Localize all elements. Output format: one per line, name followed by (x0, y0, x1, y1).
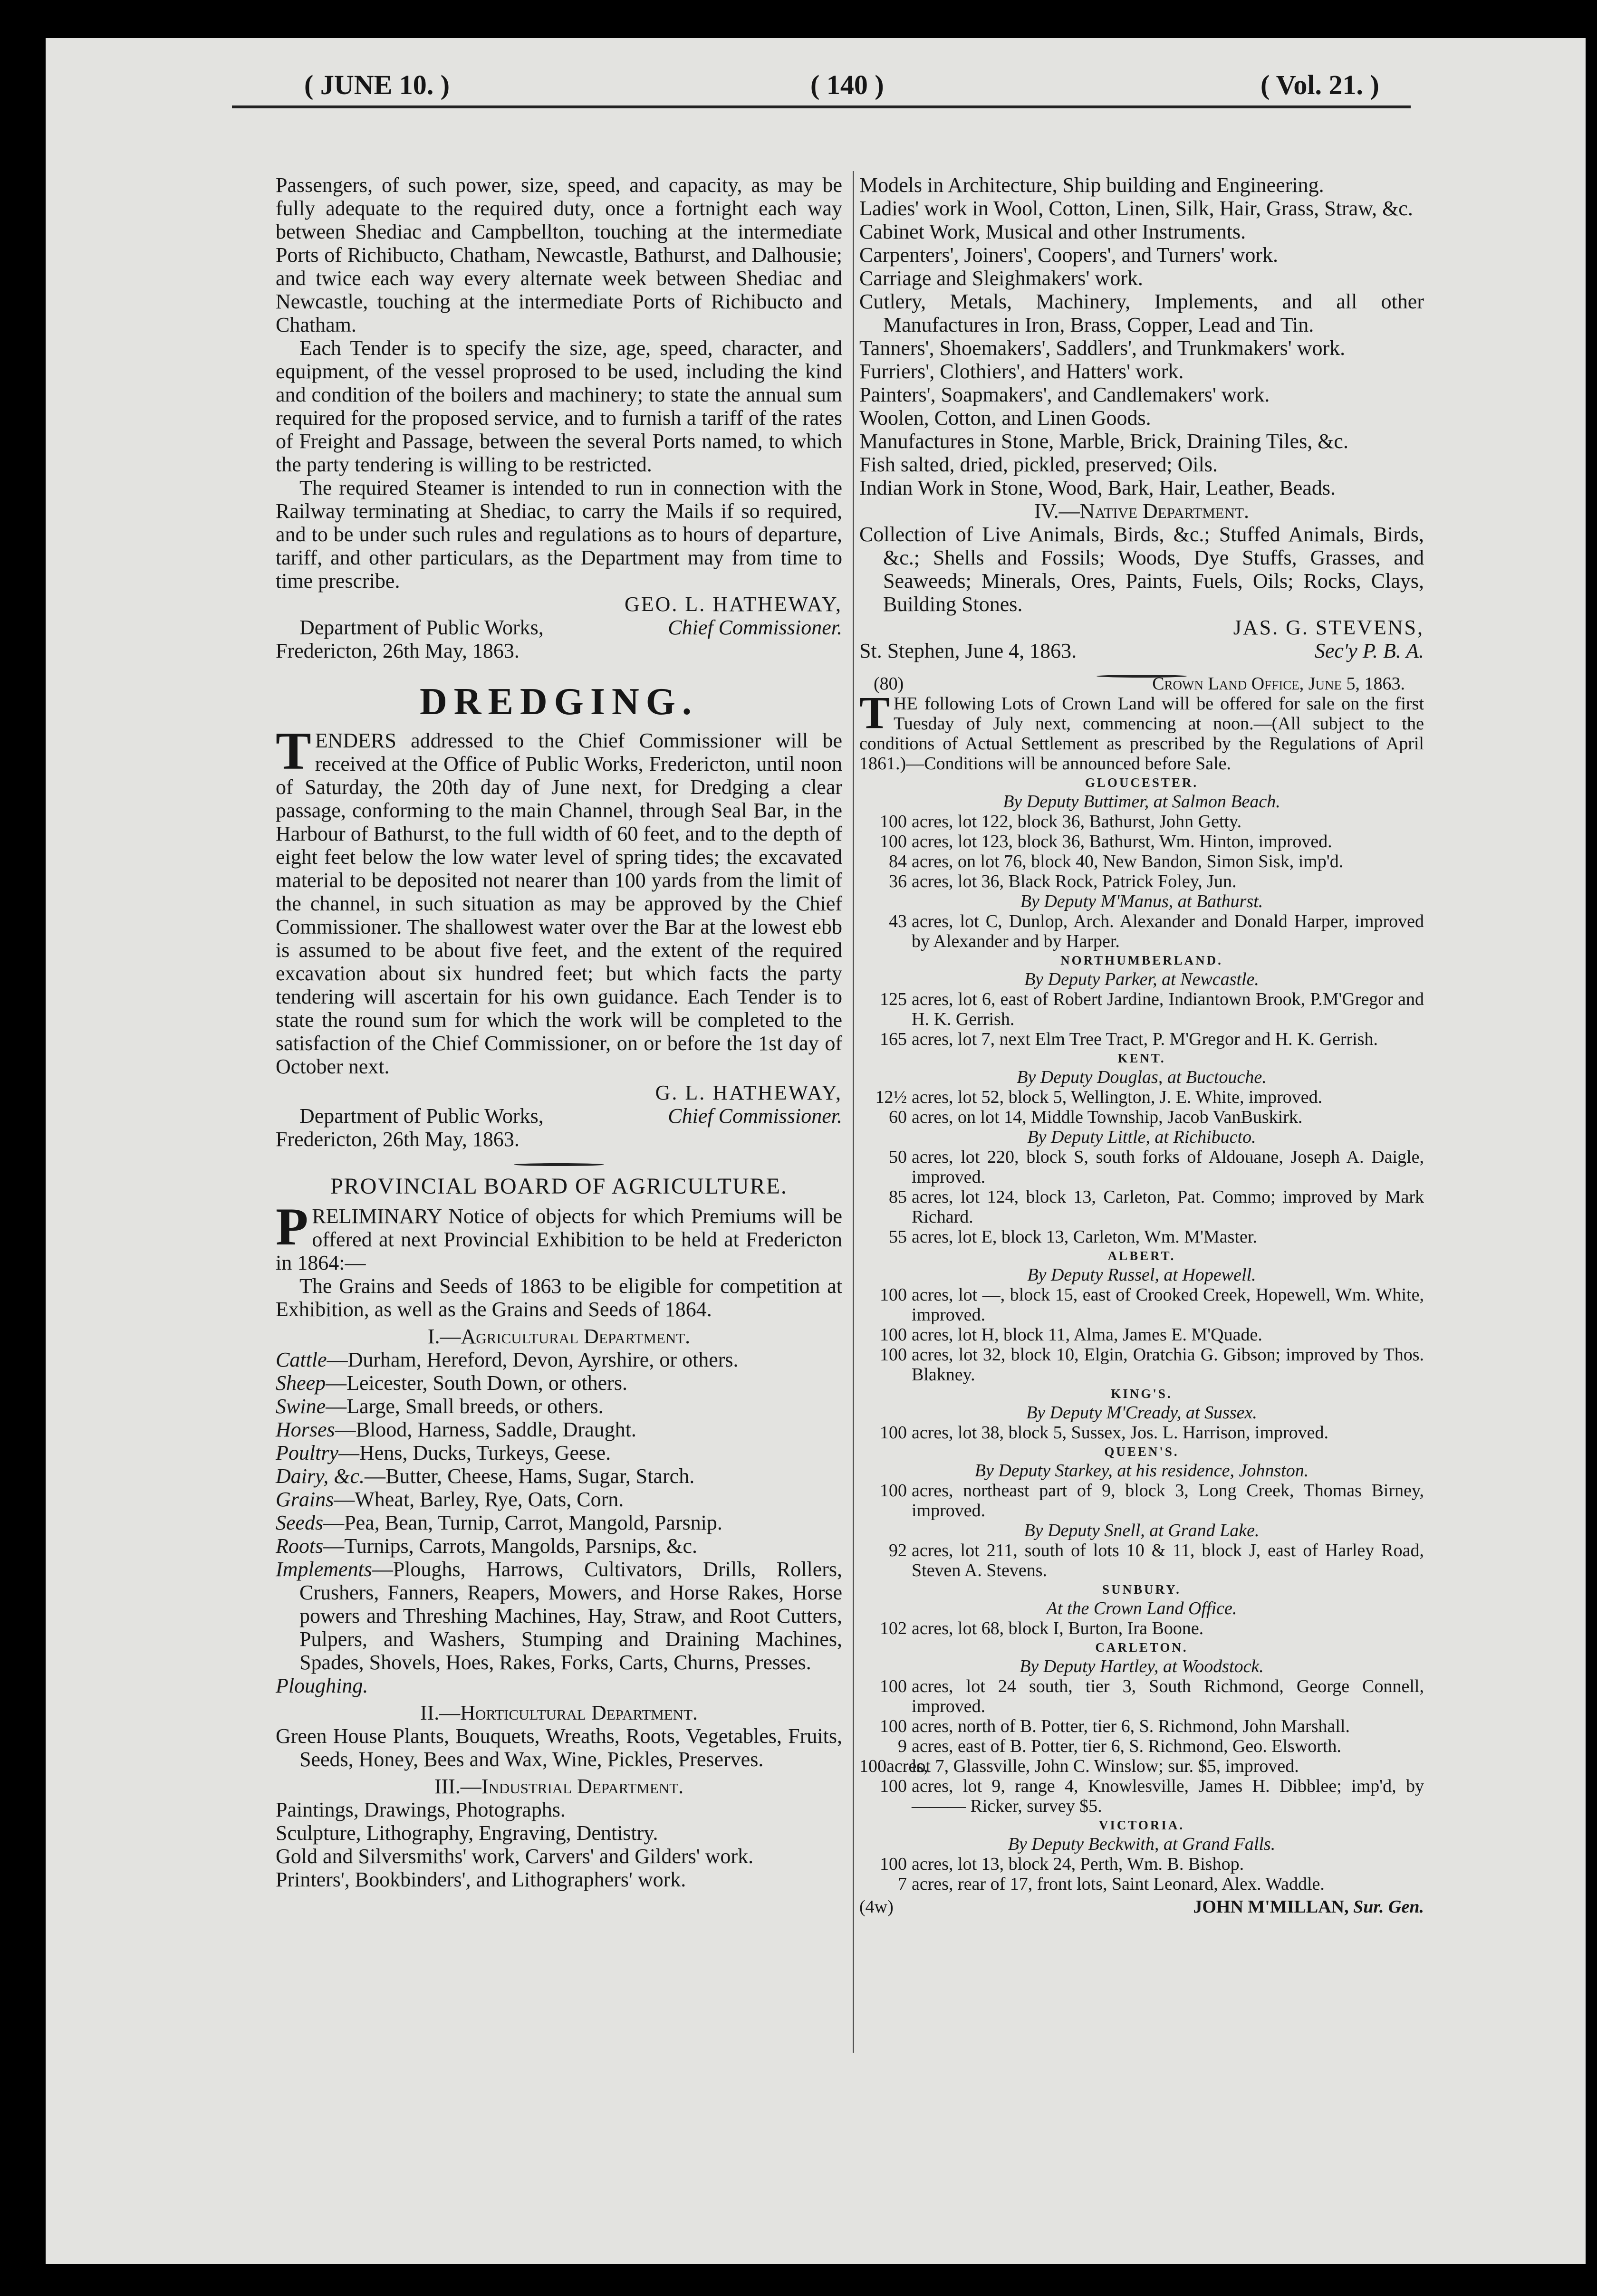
agricultural-item-label: Roots (276, 1534, 324, 1558)
dredging-title: DREDGING. (419, 681, 699, 723)
lot-acres: 60 (889, 1107, 907, 1127)
section-ornament (276, 1151, 842, 1162)
dredging-notice (276, 722, 842, 1078)
lot-acres: 100 (880, 1676, 907, 1696)
crown-office-date: Crown Land Office, June 5, 1863. (1152, 674, 1405, 694)
board-signature-title: Sec'y P. B. A. (1314, 639, 1424, 662)
deputy-line: By Deputy Snell, at Grand Lake. (1024, 1521, 1260, 1540)
lot-entry (859, 1736, 1424, 1756)
industrial-item: Carpenters', Joiners', Coopers', and Turners' work. (859, 243, 1279, 267)
crown-signature-name: JOHN M'MILLAN, (1193, 1897, 1349, 1917)
agricultural-item-text: —Ploughs, Harrows, Cultivators, Drills, Rollers, Crushers, Fanners, Reapers, Mowers, and Horse Rakes, Horse powers and Threshing Machines, Hay, Straw, and Root Cutters, Pulpers, and Washers, Stumping and Draining Machines, Spades, Shovels, Hoes, Rakes, Forks, Carts, Churns, Presses. (299, 1558, 842, 1674)
crown-signature-title: Sur. Gen. (1353, 1897, 1424, 1917)
crown-footer-line (859, 1897, 1424, 1917)
lot-acres: 102 (880, 1618, 907, 1638)
board-title: PROVINCIAL BOARD OF AGRICULTURE. (330, 1174, 788, 1199)
lot-description: acres, northeast part of 9, block 3, Long Creek, Thomas Birney, improved. (912, 1481, 1424, 1521)
agricultural-item-label: Poultry (276, 1441, 338, 1464)
lot-acres: 7 (898, 1874, 907, 1894)
lot-acres: 36 (889, 871, 907, 891)
lot-acres: 85 (889, 1187, 907, 1207)
crown-signature (1193, 1897, 1424, 1917)
lot-entry (859, 1618, 1424, 1638)
crown-land-notice (859, 674, 1424, 1917)
industrial-item: Gold and Silversmiths' work, Carvers' and Gilders' work. (276, 1845, 754, 1868)
lot-description: acres, east of B. Potter, tier 6, S. Richmond, Geo. Elsworth. (912, 1736, 1341, 1756)
steamer-paragraph-3: The required Steamer is intended to run in connection with the Railway terminating at Shediac, to carry the Mails if so required, and to be under such rules and regulations as to hours of departure, tariff, and other particulars, as the Department may from time to time prescribe. (276, 476, 842, 593)
lot-entry (859, 1540, 1424, 1580)
deputy-line: By Deputy Douglas, at Buctouche. (1017, 1067, 1267, 1087)
lot-acres: 12½ (875, 1087, 907, 1107)
steamer-signature-date: Fredericton, 26th May, 1863. (276, 639, 520, 662)
lot-entry (859, 989, 1424, 1029)
lot-entry (859, 1676, 1424, 1716)
dredging-signature-dept: Department of Public Works, (299, 1104, 544, 1128)
agricultural-item-label: Swine (276, 1395, 326, 1418)
industrial-item: Woolen, Cotton, and Linen Goods. (859, 406, 1151, 430)
industrial-item: Indian Work in Stone, Wood, Bark, Hair, Leather, Beads. (859, 476, 1336, 499)
dept4-heading: IV.—Native Department. (1034, 499, 1250, 523)
header-rule (232, 105, 1411, 108)
county-heading: ALBERT. (1107, 1249, 1176, 1263)
lot-description: acres, rear of 17, front lots, Saint Leonard, Alex. Waddle. (912, 1874, 1325, 1894)
dredging-signature-title: Chief Commissioner. (668, 1104, 842, 1128)
horticultural-text: Green House Plants, Bouquets, Wreaths, Roots, Vegetables, Fruits, Seeds, Honey, Bees and Wax, Wine, Pickles, Preserves. (276, 1724, 842, 1771)
agricultural-item-label: Grains (276, 1488, 334, 1511)
lot-description: acres, lot —, block 15, east of Crooked Creek, Hopewell, Wm. White, improved. (912, 1285, 1424, 1325)
steamer-paragraph-2: Each Tender is to specify the size, age, speed, character, and equipment, of the vessel proprosed to be used, including the kind and condition of the boilers and machinery; to state the annual sum required for the proposed service, and to furnish a tariff of the rates of Freight and Passage, between the several Ports named, to which the party tendering is willing to be restricted. (276, 336, 842, 476)
county-heading: SUNBURY. (1102, 1582, 1181, 1597)
agricultural-item (276, 1371, 842, 1395)
lot-acres: 50 (889, 1147, 907, 1167)
agricultural-item-text: —Wheat, Barley, Rye, Oats, Corn. (334, 1488, 624, 1511)
lot-description: acres, lot 123, block 36, Bathurst, Wm. Hinton, improved. (912, 832, 1332, 851)
header-date: ( JUNE 10. ) (304, 69, 450, 100)
lot-entry (859, 851, 1424, 871)
agricultural-item-text: —Blood, Harness, Saddle, Draught. (335, 1418, 636, 1441)
lot-description: acres, lot 24 south, tier 3, South Richmond, George Connell, improved. (912, 1676, 1424, 1716)
board-notice (276, 1197, 842, 1274)
lot-acres: 165 (880, 1029, 907, 1049)
agricultural-item-label: Ploughing. (276, 1674, 368, 1697)
lot-entry (859, 1187, 1424, 1227)
agricultural-item-label: Dairy, &c. (276, 1464, 365, 1488)
lot-entry (859, 871, 1424, 891)
lot-entry (859, 1874, 1424, 1894)
steamer-signature-line (276, 616, 842, 639)
agricultural-item-text: —Pea, Bean, Turnip, Carrot, Mangold, Parsnip. (323, 1511, 722, 1534)
lot-description: acres, north of B. Potter, tier 6, S. Richmond, John Marshall. (912, 1716, 1350, 1736)
agricultural-item (276, 1674, 842, 1697)
deputy-line: By Deputy Starkey, at his residence, Johnston. (974, 1461, 1309, 1481)
county-heading: QUEEN'S. (1104, 1445, 1179, 1459)
lot-acres: 84 (889, 851, 907, 871)
county-heading: CARLETON. (1095, 1640, 1188, 1655)
industrial-item: Paintings, Drawings, Photographs. (276, 1798, 566, 1821)
lot-description: acres, lot 32, block 10, Elgin, Oratchia G. Gibson; improved by Thos. Blakney. (912, 1345, 1424, 1385)
deputy-line: By Deputy Beckwith, at Grand Falls. (1008, 1834, 1276, 1854)
agricultural-item-label: Seeds (276, 1511, 324, 1534)
county-listings (859, 774, 1424, 1894)
lot-description: lot 7, Glassville, John C. Winslow; sur. $5, improved. (912, 1756, 1299, 1776)
agricultural-item-text: —Leicester, South Down, or others. (326, 1371, 627, 1395)
lot-entry (859, 1087, 1424, 1107)
deputy-line: By Deputy Little, at Richibucto. (1027, 1127, 1256, 1147)
lot-acres: 100 (880, 812, 907, 832)
lot-acres: 100 (880, 1776, 907, 1796)
lot-entry (859, 1481, 1424, 1521)
dredging-drop-cap: T (276, 722, 311, 781)
agricultural-item (276, 1464, 842, 1488)
lot-acres: 100 (880, 1481, 907, 1501)
agricultural-item (276, 1488, 842, 1511)
lot-entry (859, 1147, 1424, 1187)
industrial-item: Manufactures in Stone, Marble, Brick, Draining Tiles, &c. (859, 430, 1348, 453)
crown-intro-paragraph (859, 687, 1424, 774)
industrial-item: Painters', Soapmakers', and Candlemakers' work. (859, 383, 1270, 406)
steamer-signature-dept: Department of Public Works, (299, 616, 544, 639)
lot-description: acres, lot 7, next Elm Tree Tract, P. M'Gregor and H. K. Gerrish. (912, 1029, 1378, 1049)
dredging-signature-name: G. L. HATHEWAY, (655, 1081, 842, 1104)
lot-entry (859, 1029, 1424, 1049)
dept1-heading: I.—Agricultural Department. (427, 1325, 691, 1348)
lot-acres: 100 (880, 1854, 907, 1874)
lot-description: acres, lot 220, block S, south forks of Aldouane, Joseph A. Daigle, improved. (912, 1147, 1424, 1187)
header-volume: ( Vol. 21. ) (1260, 69, 1379, 100)
lot-description: acres, lot E, block 13, Carleton, Wm. M'Master. (912, 1227, 1257, 1247)
deputy-line: At the Crown Land Office. (1046, 1598, 1237, 1618)
lot-acres: 100 (880, 1716, 907, 1736)
lot-description: acres, lot 68, block I, Burton, Ira Boone. (912, 1618, 1204, 1638)
agricultural-item (276, 1558, 842, 1674)
lot-acres: 9 (898, 1736, 907, 1756)
lot-acres: 43 (889, 911, 907, 931)
deputy-line: By Deputy Buttimer, at Salmon Beach. (1003, 792, 1280, 812)
county-heading: VICTORIA. (1098, 1818, 1185, 1832)
lot-entry (859, 911, 1424, 951)
steamer-signature-name: GEO. L. HATHEWAY, (625, 593, 842, 616)
industrial-item: Furriers', Clothiers', and Hatters' work. (859, 360, 1184, 383)
lot-entry (859, 1716, 1424, 1736)
lot-entry (859, 1756, 1424, 1776)
lot-acres: 125 (880, 989, 907, 1009)
right-column (859, 173, 1424, 1917)
lot-acres: 100 (880, 1325, 907, 1345)
agricultural-item-text: —Hens, Ducks, Turkeys, Geese. (338, 1441, 611, 1464)
agricultural-item (276, 1534, 842, 1558)
lot-description: acres, on lot 76, block 40, New Bandon, Simon Sisk, imp'd. (912, 851, 1344, 871)
county-heading: KENT. (1117, 1051, 1166, 1065)
lot-description: acres, lot H, block 11, Alma, James E. M'Quade. (912, 1325, 1262, 1345)
lot-description: acres, lot 122, block 36, Bathurst, John Getty. (912, 812, 1242, 832)
agricultural-item-label: Horses (276, 1418, 335, 1441)
agricultural-item (276, 1511, 842, 1534)
steamer-signature-title: Chief Commissioner. (668, 616, 842, 639)
lot-description: acres, lot 52, block 5, Wellington, J. E. White, improved. (912, 1087, 1323, 1107)
section-ornament-right (859, 662, 1424, 674)
deputy-line: By Deputy Russel, at Hopewell. (1027, 1265, 1256, 1285)
deputy-line: By Deputy M'Cready, at Sussex. (1026, 1403, 1257, 1423)
lot-description: acres, lot 36, Black Rock, Patrick Foley, Jun. (912, 871, 1237, 891)
dredging-body: ENDERS addressed to the Chief Commissioner will be received at the Office of Public Works, Fredericton, until noon of Saturday, the 20th day of June next, for Dredging a clear passage, conforming to the main Channel, through Seal Bar, in the Harbour of Bathurst, to the full width of 60 feet, and to the depth of eight feet below the low water level of spring tides; the excavated material to be deposited not nearer than 100 yards from the limit of the channel, in such situation as may be approved by the Chief Commissioner. The shallowest water over the Bar at the lowest ebb is assumed to be about five feet, and the extent of the required excavation about six hundred feet; but which facts the party tendering will ascertain for his own guidance. Each Tender is to state the round sum for which the work will be completed to the satisfaction of the Chief Commissioner, on or before the 1st day of October next. (276, 729, 842, 1078)
industrial-item: Printers', Bookbinders', and Lithographers' work. (276, 1868, 686, 1891)
lot-entry (859, 832, 1424, 851)
column-divider (853, 171, 854, 2053)
board-signature-place: St. Stephen, June 4, 1863. (859, 639, 1077, 662)
lot-acres: 100 (880, 1345, 907, 1365)
lot-description: acres, lot 9, range 4, Knowlesville, James H. Dibblee; imp'd, by ——— Ricker, survey $5. (912, 1776, 1424, 1816)
board-drop-cap: P (276, 1197, 308, 1256)
deputy-line: By Deputy Hartley, at Woodstock. (1020, 1656, 1264, 1676)
county-heading: KING'S. (1111, 1387, 1173, 1401)
board-signature-name: JAS. G. STEVENS, (1233, 616, 1424, 639)
lot-entry (859, 1325, 1424, 1345)
lot-entry (859, 1107, 1424, 1127)
lot-acres: 100acres, (859, 1756, 928, 1776)
dept3-heading: III.—Industrial Department. (434, 1775, 684, 1798)
lot-description: acres, lot 38, block 5, Sussex, Jos. L. Harrison, improved. (912, 1423, 1329, 1443)
county-heading: NORTHUMBERLAND. (1060, 953, 1223, 967)
agricultural-item (276, 1441, 842, 1464)
board-grains-notice: The Grains and Seeds of 1863 to be eligible for competition at Exhibition, as well as the Grains and Seeds of 1864. (276, 1274, 842, 1321)
industrial-list-right (859, 173, 1424, 499)
lot-acres: 100 (880, 832, 907, 851)
crown-intro: HE following Lots of Crown Land will be offered for sale on the first Tuesday of July next, commencing at noon.—(All subject to the conditions of Actual Settlement as prescribed by the Regulations of April 1861.)—Conditions will be announced before Sale. (859, 694, 1424, 774)
lot-acres: 100 (880, 1285, 907, 1305)
header-page-number: ( 140 ) (810, 69, 884, 100)
industrial-item: Cabinet Work, Musical and other Instruments. (859, 220, 1246, 243)
board-signature-line (859, 639, 1424, 662)
lot-entry (859, 1854, 1424, 1874)
board-intro: RELIMINARY Notice of objects for which Premiums will be offered at next Provincial Exhibition to be held at Fredericton in 1864:— (276, 1205, 842, 1274)
lot-description: acres, on lot 14, Middle Township, Jacob VanBuskirk. (912, 1107, 1303, 1127)
lot-entry (859, 1776, 1424, 1816)
crown-notice-number: (80) (874, 674, 904, 694)
native-text: Collection of Live Animals, Birds, &c.; Stuffed Animals, Birds, &c.; Shells and Fossils; Woods, Dye Stuffs, Grasses, and Seaweeds; Minerals, Ores, Paints, Fuels, Oils; Rocks, Clays, Building Stones. (859, 523, 1424, 616)
agricultural-item-label: Sheep (276, 1371, 326, 1395)
crown-footer-code: (4w) (859, 1897, 894, 1917)
lot-description: acres, lot 13, block 24, Perth, Wm. B. Bishop. (912, 1854, 1244, 1874)
lot-entry (859, 812, 1424, 832)
agricultural-item-text: —Durham, Hereford, Devon, Ayrshire, or others. (327, 1348, 739, 1371)
industrial-item: Cutlery, Metals, Machinery, Implements, and all other Manufactures in Iron, Brass, Copper, Lead and Tin. (859, 290, 1424, 336)
agricultural-item-text: —Large, Small breeds, or others. (326, 1395, 604, 1418)
lot-entry (859, 1345, 1424, 1385)
agricultural-item-label: Implements (276, 1558, 372, 1581)
agricultural-item (276, 1348, 842, 1371)
left-column (276, 173, 842, 1891)
industrial-item: Tanners', Shoemakers', Saddlers', and Trunkmakers' work. (859, 336, 1346, 360)
lot-description: acres, lot 6, east of Robert Jardine, Indiantown Brook, P.M'Gregor and H. K. Gerrish. (912, 989, 1424, 1029)
industrial-list-left (276, 1798, 842, 1891)
county-heading: GLOUCESTER. (1085, 775, 1199, 790)
agricultural-item-label: Cattle (276, 1348, 327, 1371)
agricultural-item (276, 1395, 842, 1418)
agricultural-item-text: —Butter, Cheese, Hams, Sugar, Starch. (364, 1464, 695, 1488)
lot-entry (859, 1285, 1424, 1325)
lot-entry (859, 1227, 1424, 1247)
lot-description: acres, lot 211, south of lots 10 & 11, block J, east of Harley Road, Steven A. Stevens. (912, 1540, 1424, 1580)
deputy-line: By Deputy Parker, at Newcastle. (1024, 969, 1259, 989)
dredging-signature-date: Fredericton, 26th May, 1863. (276, 1128, 520, 1151)
lot-description: acres, lot C, Dunlop, Arch. Alexander and Donald Harper, improved by Alexander and by Harper. (912, 911, 1424, 951)
dredging-signature-line (276, 1104, 842, 1128)
agricultural-item-text: —Turnips, Carrots, Mangolds, Parsnips, &c. (323, 1534, 697, 1558)
lot-acres: 55 (889, 1227, 907, 1247)
agricultural-list (276, 1348, 842, 1697)
lot-acres: 100 (880, 1423, 907, 1443)
industrial-item: Carriage and Sleighmakers' work. (859, 267, 1143, 290)
industrial-item: Ladies' work in Wool, Cotton, Linen, Silk, Hair, Grass, Straw, &c. (859, 197, 1413, 220)
crown-drop-cap: T (859, 687, 890, 738)
industrial-item: Sculpture, Lithography, Engraving, Dentistry. (276, 1821, 658, 1845)
industrial-item: Models in Architecture, Ship building and Engineering. (859, 173, 1324, 197)
lot-acres: 92 (889, 1540, 907, 1560)
lot-entry (859, 1423, 1424, 1443)
steamer-paragraph-1: Passengers, of such power, size, speed, and capacity, as may be fully adequate to the required duty, once a fortnight each way between Shediac and Campbellton, touching at the intermediate Ports of Richibucto, Chatham, Newcastle, Bathurst, and Dalhousie; and twice each way every alternate week between Shediac and Newcastle, touching at the intermediate Ports of Richibucto and Chatham. (276, 173, 842, 336)
lot-description: acres, lot 124, block 13, Carleton, Pat. Commo; improved by Mark Richard. (912, 1187, 1424, 1227)
agricultural-item (276, 1418, 842, 1441)
dept2-heading: II.—Horticultural Department. (420, 1701, 698, 1724)
deputy-line: By Deputy M'Manus, at Bathurst. (1020, 891, 1263, 911)
industrial-item: Fish salted, dried, pickled, preserved; Oils. (859, 453, 1218, 476)
